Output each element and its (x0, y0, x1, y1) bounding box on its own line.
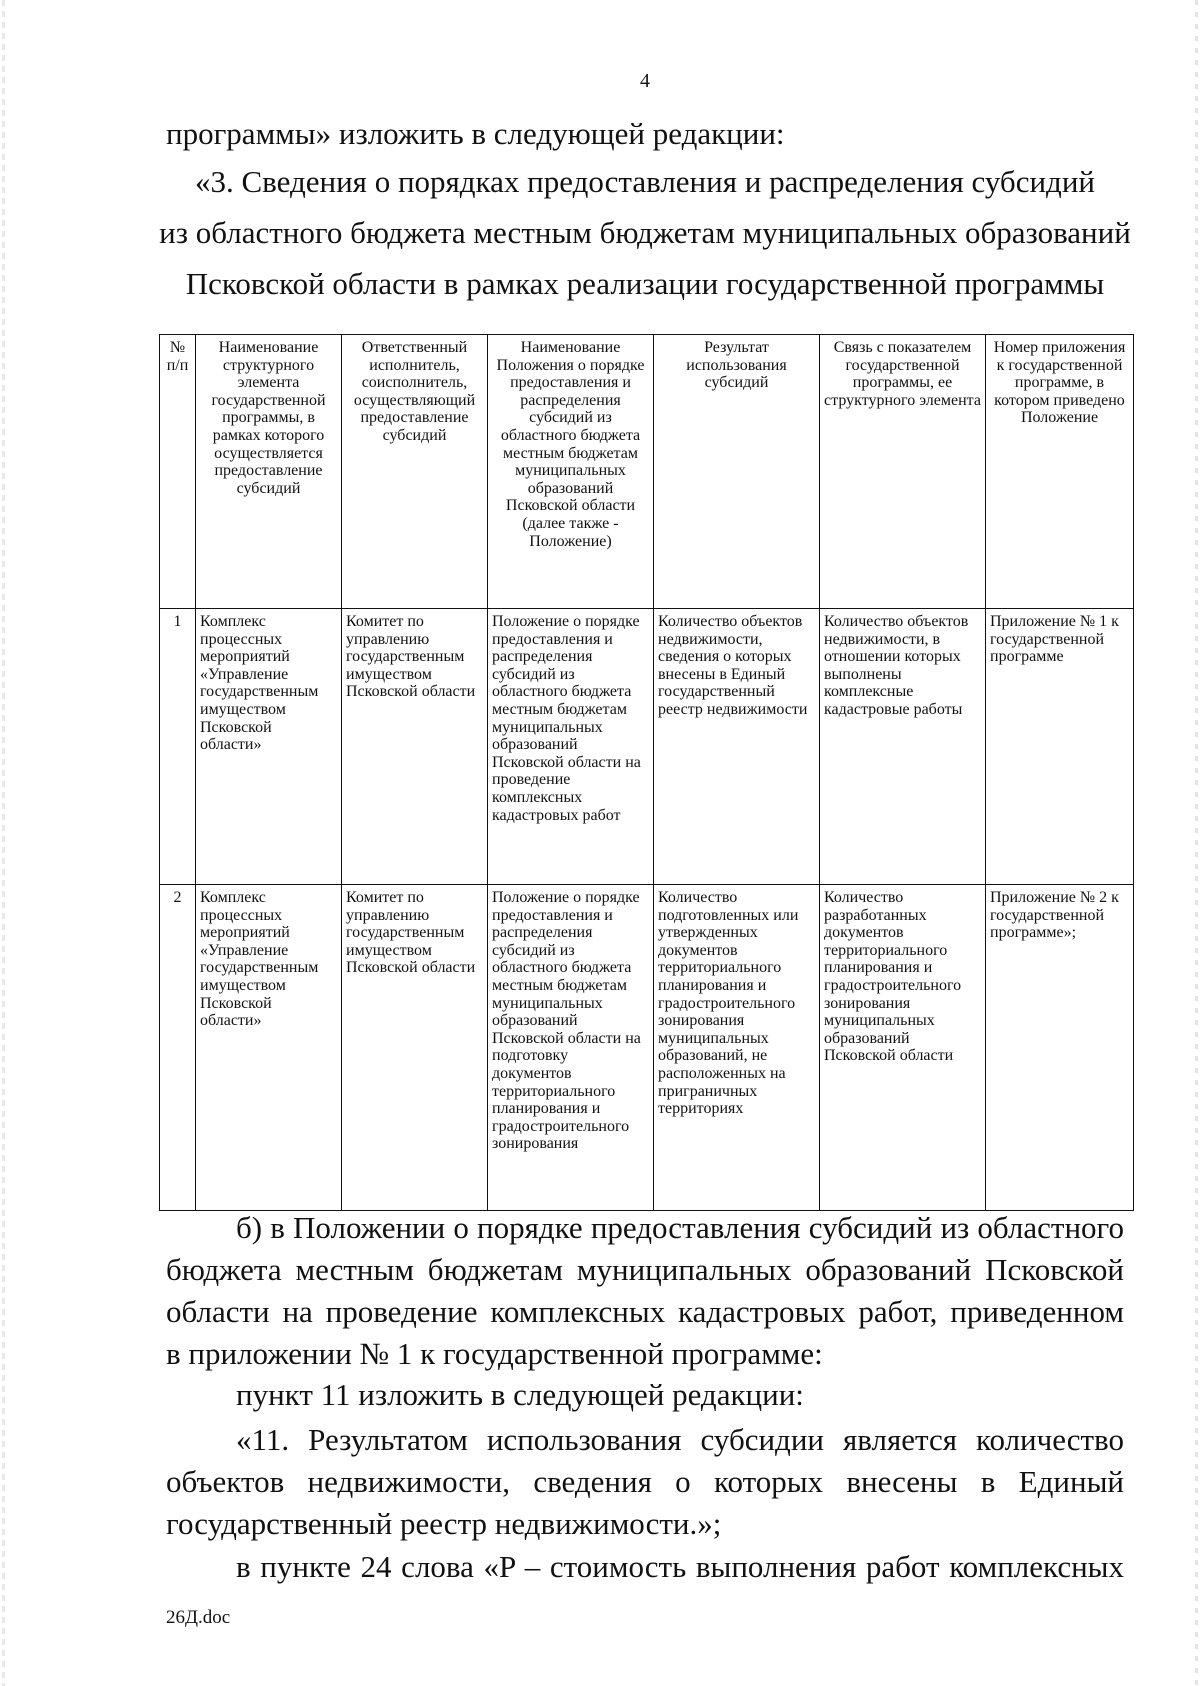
paragraph-quote (166, 1419, 1124, 1545)
paragraph-point11: пункт 11 изложить в следующей редакции: (236, 1377, 804, 1412)
header-result: Результат использования субсидий (654, 335, 820, 609)
paragraph-line: области на проведение комплексных кадастровых работ, приведенном (166, 1294, 1124, 1329)
cell-element: Комплекс процессных мероприятий «Управление государственным имуществом Псковской области» (196, 609, 342, 885)
heading-line: из областного бюджета местным бюджетам муниципальных образований (159, 215, 1131, 250)
header-appendix: Номер приложения к государственной программе, в котором приведено Положение (986, 335, 1134, 609)
cell-appendix: Приложение № 1 к государственной программе (986, 609, 1134, 885)
subsidies-table (159, 334, 1134, 1211)
header-executor: Ответственный исполнитель, соисполнитель, осуществляющий предоставление субсидий (342, 335, 488, 609)
paragraph-line: объектов недвижимости, сведения о которых внесены в Единый (166, 1464, 1124, 1499)
intro-line: программы» изложить в следующей редакции: (166, 116, 785, 151)
paragraph-point24: в пункте 24 слова «P – стоимость выполнения работ комплексных (236, 1549, 1124, 1584)
cell-element: Комплекс процессных мероприятий «Управление государственным имуществом Псковской области» (196, 885, 342, 1211)
table-header-row (160, 335, 1134, 609)
cell-regulation: Положение о порядке предоставления и распределения субсидий из областного бюджета местным бюджетам муниципальных образований Псковской области на проведение комплексных кадастровых работ (488, 609, 654, 885)
section-heading (140, 156, 1150, 309)
cell-result: Количество подготовленных или утвержденных документов территориального планирования и градостроительного зонирования муниципальных образований, не расположенных на приграничных территориях (654, 885, 820, 1211)
table-row (160, 885, 1134, 1211)
paragraph-line: государственный реестр недвижимости.»; (166, 1506, 722, 1541)
scan-edge-left (2, 0, 5, 1686)
cell-executor: Комитет по управлению государственным имуществом Псковской области (342, 609, 488, 885)
paragraph-line: в приложении № 1 к государственной программе: (166, 1336, 823, 1371)
paragraph-line: бюджета местным бюджетам муниципальных образований Псковской (166, 1252, 1124, 1287)
paragraph-b (166, 1207, 1124, 1375)
header-indicator: Связь с показателем государственной программы, ее структурного элемента (820, 335, 986, 609)
heading-line: Псковской области в рамках реализации государственной программы (185, 266, 1105, 301)
file-name-footer: 26Д.doc (166, 1607, 231, 1628)
cell-executor: Комитет по управлению государственным имуществом Псковской области (342, 885, 488, 1211)
header-regulation: Наименование Положения о порядке предоставления и распределения субсидий из областного бюджета местным бюджетам муниципальных образований Псковской области (далее также - Положение) (488, 335, 654, 609)
heading-line: «3. Сведения о порядках предоставления и распределения субсидий (194, 164, 1095, 199)
cell-regulation: Положение о порядке предоставления и распределения субсидий из областного бюджета местным бюджетам муниципальных образований Псковской области на подготовку документов территориального планирования и градостроительного зонирования (488, 885, 654, 1211)
paragraph-line: б) в Положении о порядке предоставления субсидий из областного (236, 1210, 1124, 1245)
table-row (160, 609, 1134, 885)
page-number: 4 (640, 70, 650, 92)
cell-indicator: Количество разработанных документов территориального планирования и градостроительного зонирования муниципальных образований Псковской области (820, 885, 986, 1211)
scan-edge-right (1195, 0, 1198, 1686)
cell-appendix: Приложение № 2 к государственной программе»; (986, 885, 1134, 1211)
cell-num: 2 (160, 885, 196, 1211)
cell-result: Количество объектов недвижимости, сведения о которых внесены в Единый государственный реестр недвижимости (654, 609, 820, 885)
header-num: № п/п (160, 335, 196, 609)
cell-indicator: Количество объектов недвижимости, в отношении которых выполнены комплексные кадастровые работы (820, 609, 986, 885)
cell-num: 1 (160, 609, 196, 885)
header-element: Наименование структурного элемента государственной программы, в рамках которого осуществляется предоставление субсидий (196, 335, 342, 609)
paragraph-line: «11. Результатом использования субсидии является количество (236, 1422, 1124, 1457)
